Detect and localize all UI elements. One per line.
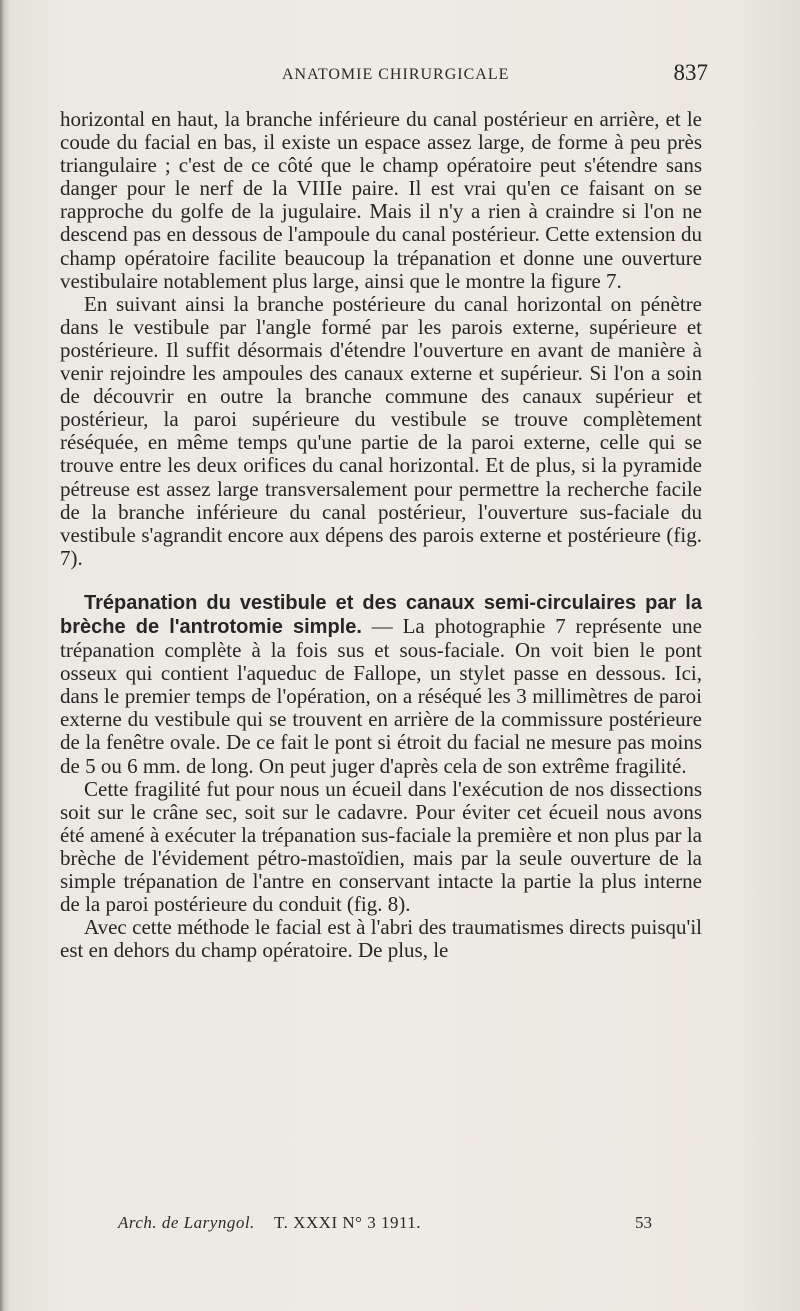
page-header	[60, 62, 710, 92]
paragraph-3	[60, 591, 702, 778]
footer-journal: Arch. de Laryngol.	[118, 1213, 255, 1232]
paragraph-5: Avec cette méthode le facial est à l'abri des traumatismes directs puisqu'il est en dehors du champ opératoire. De plus, le	[60, 915, 702, 963]
paragraph-4: Cette fragilité fut pour nous un écueil dans l'exécution de nos dissections soit sur le crâne sec, soit sur le cadavre. Pour éviter cet écueil nous avons été amené à exécuter la trépanation sus-faciale la première et non plus par la brèche de l'évidement pétro-mastoïdien, mais par la seule ouverture de la simple trépanation de l'antre en conservant intacte la partie la plus interne de la paroi postérieure du conduit (fig. 8).	[60, 776, 702, 917]
paragraph-2: En suivant ainsi la branche postérieure du canal horizontal on pénètre dans le vestibule par l'angle formé par les parois externe, supérieure et postérieure. Il suffit désormais d'étendre l'ouverture en avant de manière à venir rejoindre les ampoules des canaux externe et supérieur. Si l'on a soin de découvrir en outre la branche commune des canaux supérieur et postérieur, la paroi supérieure du vestibule se trouve complètement réséquée, en même temps qu'une partie de la paroi externe, celle qui se trouve entre les deux orifices du canal horizontal. Et de plus, si la pyramide pétreuse est assez large transversalement pour permettre la recherche facile de la branche inférieure du canal postérieur, l'ouverture sus-faciale du vestibule s'agrandit encore aux dépens des parois externe et postérieure (fig. 7).	[60, 291, 702, 570]
page-number: 837	[673, 60, 708, 85]
body-text	[60, 108, 702, 962]
footer-volume: T. XXXI N° 3 1911.	[274, 1213, 422, 1232]
footer-signature: 53	[635, 1213, 652, 1232]
page-footer	[118, 1213, 658, 1237]
running-title: ANATOMIE CHIRURGICALE	[282, 66, 510, 83]
paragraph-3-text: — La photographie 7 représente une trépanation complète à la fois sus et sous-faciale. On voit bien le pont osseux qui contient l'aqueduc de Fallope, un stylet passe en dessous. Ici, dans le premier temps de l'opération, on a réséqué les 3 millimètres de paroi externe du vestibule qui se trouvent en arrière de la commissure postérieure de la fenêtre ovale. De ce fait le pont si étroit du facial ne mesure pas moins de 5 ou 6 mm. de long. On peut juger d'après cela de son extrême fragilité.	[60, 613, 702, 778]
section-title: Trépanation du vestibule et des canaux semi-circulaires par la brèche de l'antrotomie simple.	[60, 591, 702, 638]
scan-edge-shadow	[0, 0, 10, 1311]
paragraph-1: horizontal en haut, la branche inférieure du canal postérieur en arrière, et le coude du facial en bas, il existe un espace assez large, de forme à peu près triangulaire ; c'est de ce côté que le champ opératoire peut s'étendre sans danger pour le nerf de la VIIIe paire. Il est vrai qu'en ce faisant on se rapproche du golfe de la jugulaire. Mais il n'y a rien à craindre si l'on ne descend pas en dessous de l'ampoule du canal postérieur. Cette extension du champ opératoire facilite beaucoup la trépanation et donne une ouverture vestibulaire notablement plus large, ainsi que le montre la figure 7.	[60, 107, 702, 293]
